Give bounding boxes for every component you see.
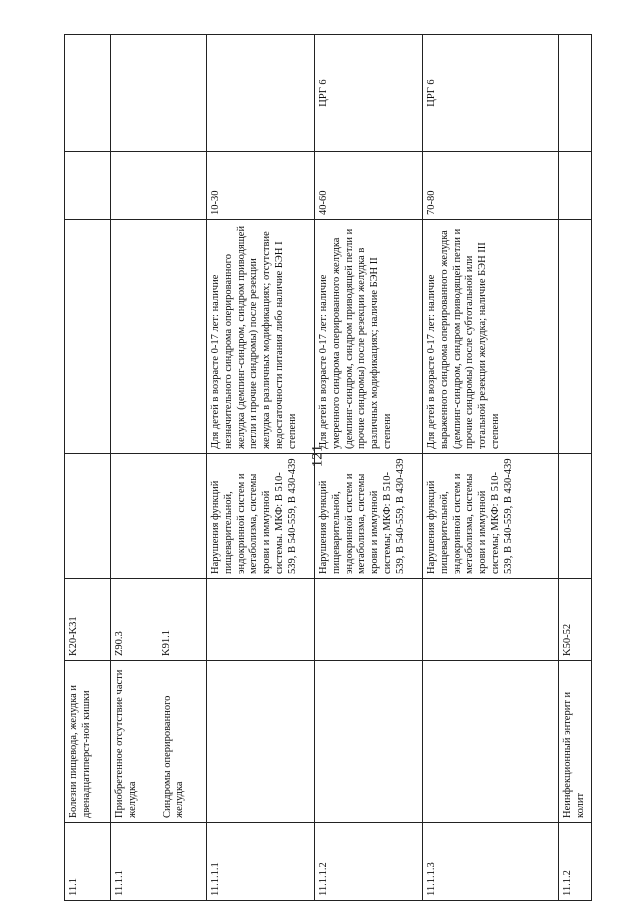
mkb-code-cell <box>207 579 315 661</box>
functions-cell <box>559 454 592 579</box>
rotated-table-container <box>64 35 586 901</box>
code-cell: 11.1 <box>65 823 111 901</box>
functions-cell <box>111 454 207 579</box>
notes-cell <box>559 35 592 152</box>
notes-cell: ЦРГ 6 <box>423 35 559 152</box>
criteria-cell: Для детей в возрасте 0-17 лет: наличие умеренного синдрома оперированного желудка (демпинг-синдром, синдром приводящей петли и прочие синдромы) после резекции желудка в различных модификациях; наличие БЭН II степени <box>315 220 423 454</box>
table-row <box>423 35 559 901</box>
table-row <box>65 35 111 901</box>
functions-cell: Нарушения функций пищеварительной, эндокринной систем и метаболизма, системы крови и иммунной системы; МКФ: В 510-539, В 540-559, В 430-439 <box>423 454 559 579</box>
mkb-code-cell: K20-K31 <box>65 579 111 661</box>
criteria-cell: Для детей в возрасте 0-17 лет: наличие выраженного синдрома оперированного желудка (демпинг-синдром, синдром приводящей петли и прочие синдромы) после субтотальной или тотальной резекции желудка; наличие БЭН III степени <box>423 220 559 454</box>
percent-cell <box>111 152 207 220</box>
mkb-code-secondary: K91.1 <box>160 630 172 656</box>
mkb-code-cell: K50-52 <box>559 579 592 661</box>
percent-cell <box>559 152 592 220</box>
disease-name-cell <box>111 661 207 823</box>
percent-cell: 10-30 <box>207 152 315 220</box>
notes-cell <box>65 35 111 152</box>
disease-name-primary: Приобретенное отсутствие части желудка <box>114 669 138 818</box>
disease-name-secondary: Синдромы оперированного желудка <box>161 695 186 818</box>
table-row <box>111 35 207 901</box>
mkb-code-cell <box>423 579 559 661</box>
code-cell: 11.1.1.3 <box>423 823 559 901</box>
notes-cell <box>111 35 207 152</box>
mkb-code-primary: Z90.3 <box>114 631 125 656</box>
percent-cell: 70-80 <box>423 152 559 220</box>
code-cell: 11.1.1 <box>111 823 207 901</box>
mkb-code-cell <box>111 579 207 661</box>
table-row <box>559 35 592 901</box>
functions-cell: Нарушения функций пищеварительной, эндокринной систем и метаболизма, системы крови и иммунной системы; МКФ: В 510-539, В 540-559, В 430-439 <box>315 454 423 579</box>
disability-criteria-table <box>64 34 592 901</box>
disease-name-cell <box>315 661 423 823</box>
disease-name-cell: Болезни пищевода, желудка и двенадцатиперст-ной кишки <box>65 661 111 823</box>
disease-name-cell: Неинфекционный энтерит и колит <box>559 661 592 823</box>
code-cell: 11.1.2 <box>559 823 592 901</box>
functions-cell: Нарушения функций пищеварительной, эндокринной систем и метаболизма, системы крови и иммунной системы. МКФ: В 510-539, В 540-559, В 430-439 <box>207 454 315 579</box>
table-row <box>315 35 423 901</box>
criteria-cell: Для детей в возрасте 0-17 лет: наличие незначительного синдрома оперированного желудка (демпинг-синдром, синдром приводящей петли и прочие синдромы) после резекции желудка в различных модификациях; отсутствие недостаточности питания либо наличие БЭН I степени <box>207 220 315 454</box>
notes-cell <box>207 35 315 152</box>
notes-cell: ЦРГ 6 <box>315 35 423 152</box>
disease-name-cell <box>423 661 559 823</box>
page-number: 121 <box>309 444 326 468</box>
percent-cell: 40-60 <box>315 152 423 220</box>
criteria-cell <box>65 220 111 454</box>
table-row <box>207 35 315 901</box>
code-cell: 11.1.1.2 <box>315 823 423 901</box>
criteria-cell <box>559 220 592 454</box>
percent-cell <box>65 152 111 220</box>
disease-name-cell <box>207 661 315 823</box>
criteria-cell <box>111 220 207 454</box>
code-cell: 11.1.1.1 <box>207 823 315 901</box>
functions-cell <box>65 454 111 579</box>
mkb-code-cell <box>315 579 423 661</box>
